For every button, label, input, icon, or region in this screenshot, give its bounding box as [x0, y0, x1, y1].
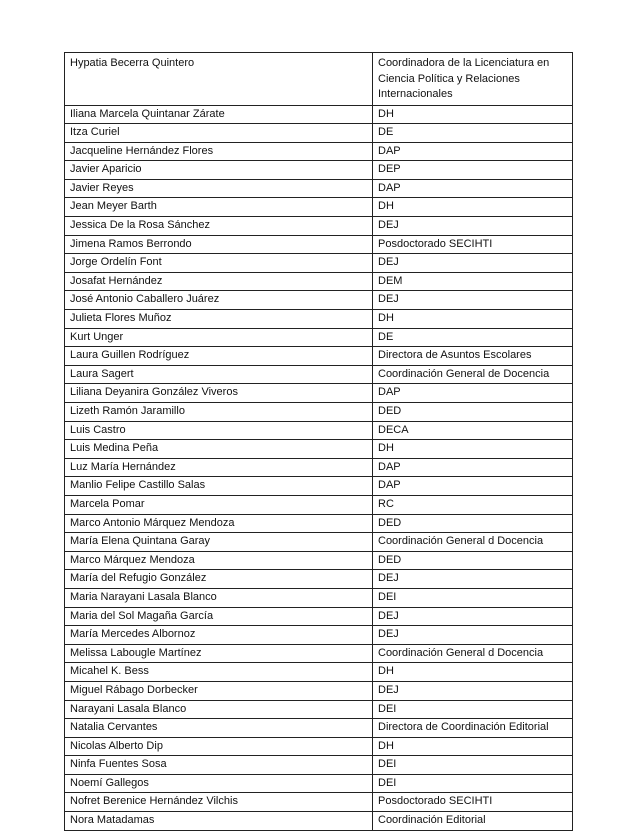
- table-row: [65, 142, 573, 161]
- name-cell: Laura Sagert: [65, 365, 373, 384]
- table-row: [65, 533, 573, 552]
- table-row: [65, 551, 573, 570]
- department-cell: DH: [373, 198, 573, 217]
- name-cell: Noemí Gallegos: [65, 774, 373, 793]
- department-cell: DEI: [373, 700, 573, 719]
- name-cell: José Antonio Caballero Juárez: [65, 291, 373, 310]
- department-cell: DE: [373, 328, 573, 347]
- name-cell: Luis Medina Peña: [65, 440, 373, 459]
- name-cell: Luis Castro: [65, 421, 373, 440]
- name-cell: Nofret Berenice Hernández Vilchis: [65, 793, 373, 812]
- department-cell: DH: [373, 737, 573, 756]
- department-cell: Coordinación General d Docencia: [373, 533, 573, 552]
- department-cell: DE: [373, 124, 573, 143]
- name-cell: Ninfa Fuentes Sosa: [65, 756, 373, 775]
- table-row: [65, 179, 573, 198]
- name-cell: Jessica De la Rosa Sánchez: [65, 217, 373, 236]
- department-cell: DEI: [373, 588, 573, 607]
- table-row: [65, 588, 573, 607]
- table-row: [65, 53, 573, 106]
- name-cell: Julieta Flores Muñoz: [65, 310, 373, 329]
- department-cell: DEJ: [373, 254, 573, 273]
- name-cell: Josafat Hernández: [65, 272, 373, 291]
- department-cell: DEJ: [373, 291, 573, 310]
- name-cell: Miguel Rábago Dorbecker: [65, 681, 373, 700]
- table-row: [65, 477, 573, 496]
- table-row: [65, 737, 573, 756]
- table-row: [65, 254, 573, 273]
- table-row: [65, 793, 573, 812]
- department-cell: DED: [373, 403, 573, 422]
- department-cell: DAP: [373, 458, 573, 477]
- name-cell: Lizeth Ramón Jaramillo: [65, 403, 373, 422]
- name-cell: Marcela Pomar: [65, 495, 373, 514]
- name-cell: Manlio Felipe Castillo Salas: [65, 477, 373, 496]
- table-row: [65, 328, 573, 347]
- table-row: [65, 440, 573, 459]
- table-row: [65, 291, 573, 310]
- department-cell: DH: [373, 663, 573, 682]
- name-cell: Maria Narayani Lasala Blanco: [65, 588, 373, 607]
- name-cell: Marco Márquez Mendoza: [65, 551, 373, 570]
- department-cell: DEJ: [373, 217, 573, 236]
- department-cell: Directora de Coordinación Editorial: [373, 719, 573, 738]
- department-cell: DAP: [373, 179, 573, 198]
- department-cell: DED: [373, 551, 573, 570]
- department-cell: Coordinadora de la Licenciatura en Ciencia Política y Relaciones Internacionales: [373, 53, 573, 106]
- table-row: [65, 570, 573, 589]
- department-cell: DAP: [373, 142, 573, 161]
- table-row: [65, 719, 573, 738]
- department-cell: DH: [373, 105, 573, 124]
- name-cell: Luz María Hernández: [65, 458, 373, 477]
- name-cell: Micahel K. Bess: [65, 663, 373, 682]
- staff-table-body: [65, 53, 573, 831]
- table-row: [65, 198, 573, 217]
- table-row: [65, 347, 573, 366]
- table-row: [65, 812, 573, 831]
- table-row: [65, 310, 573, 329]
- department-cell: DEJ: [373, 570, 573, 589]
- department-cell: DH: [373, 310, 573, 329]
- department-cell: DEP: [373, 161, 573, 180]
- table-row: [65, 514, 573, 533]
- table-row: [65, 700, 573, 719]
- department-cell: Coordinación General d Docencia: [373, 644, 573, 663]
- department-cell: DED: [373, 514, 573, 533]
- table-row: [65, 421, 573, 440]
- name-cell: Javier Reyes: [65, 179, 373, 198]
- department-cell: DH: [373, 440, 573, 459]
- name-cell: Maria del Sol Magaña García: [65, 607, 373, 626]
- table-row: [65, 495, 573, 514]
- table-row: [65, 607, 573, 626]
- table-row: [65, 365, 573, 384]
- name-cell: Laura Guillen Rodríguez: [65, 347, 373, 366]
- department-cell: Directora de Asuntos Escolares: [373, 347, 573, 366]
- name-cell: Marco Antonio Márquez Mendoza: [65, 514, 373, 533]
- table-row: [65, 384, 573, 403]
- department-cell: DAP: [373, 384, 573, 403]
- table-row: [65, 217, 573, 236]
- name-cell: Hypatia Becerra Quintero: [65, 53, 373, 106]
- table-row: [65, 681, 573, 700]
- name-cell: Iliana Marcela Quintanar Zárate: [65, 105, 373, 124]
- department-cell: DEJ: [373, 626, 573, 645]
- department-cell: Posdoctorado SECIHTI: [373, 793, 573, 812]
- name-cell: Narayani Lasala Blanco: [65, 700, 373, 719]
- table-row: [65, 105, 573, 124]
- department-cell: DEI: [373, 756, 573, 775]
- table-row: [65, 644, 573, 663]
- name-cell: Liliana Deyanira González Viveros: [65, 384, 373, 403]
- name-cell: Itza Curiel: [65, 124, 373, 143]
- name-cell: Javier Aparicio: [65, 161, 373, 180]
- table-row: [65, 272, 573, 291]
- staff-table: [64, 52, 573, 831]
- name-cell: Jimena Ramos Berrondo: [65, 235, 373, 254]
- name-cell: Jorge Ordelín Font: [65, 254, 373, 273]
- department-cell: DEJ: [373, 607, 573, 626]
- department-cell: RC: [373, 495, 573, 514]
- table-row: [65, 756, 573, 775]
- department-cell: DAP: [373, 477, 573, 496]
- name-cell: María del Refugio González: [65, 570, 373, 589]
- name-cell: Jean Meyer Barth: [65, 198, 373, 217]
- department-cell: Posdoctorado SECIHTI: [373, 235, 573, 254]
- department-cell: DEM: [373, 272, 573, 291]
- table-row: [65, 626, 573, 645]
- department-cell: DECA: [373, 421, 573, 440]
- table-row: [65, 774, 573, 793]
- name-cell: Nicolas Alberto Dip: [65, 737, 373, 756]
- table-row: [65, 235, 573, 254]
- name-cell: Kurt Unger: [65, 328, 373, 347]
- table-row: [65, 403, 573, 422]
- department-cell: Coordinación Editorial: [373, 812, 573, 831]
- table-row: [65, 458, 573, 477]
- department-cell: Coordinación General de Docencia: [373, 365, 573, 384]
- table-row: [65, 161, 573, 180]
- table-row: [65, 124, 573, 143]
- department-cell: DEJ: [373, 681, 573, 700]
- name-cell: Nora Matadamas: [65, 812, 373, 831]
- name-cell: Jacqueline Hernández Flores: [65, 142, 373, 161]
- table-row: [65, 663, 573, 682]
- name-cell: Melissa Labougle Martínez: [65, 644, 373, 663]
- name-cell: María Elena Quintana Garay: [65, 533, 373, 552]
- name-cell: Natalia Cervantes: [65, 719, 373, 738]
- name-cell: María Mercedes Albornoz: [65, 626, 373, 645]
- department-cell: DEI: [373, 774, 573, 793]
